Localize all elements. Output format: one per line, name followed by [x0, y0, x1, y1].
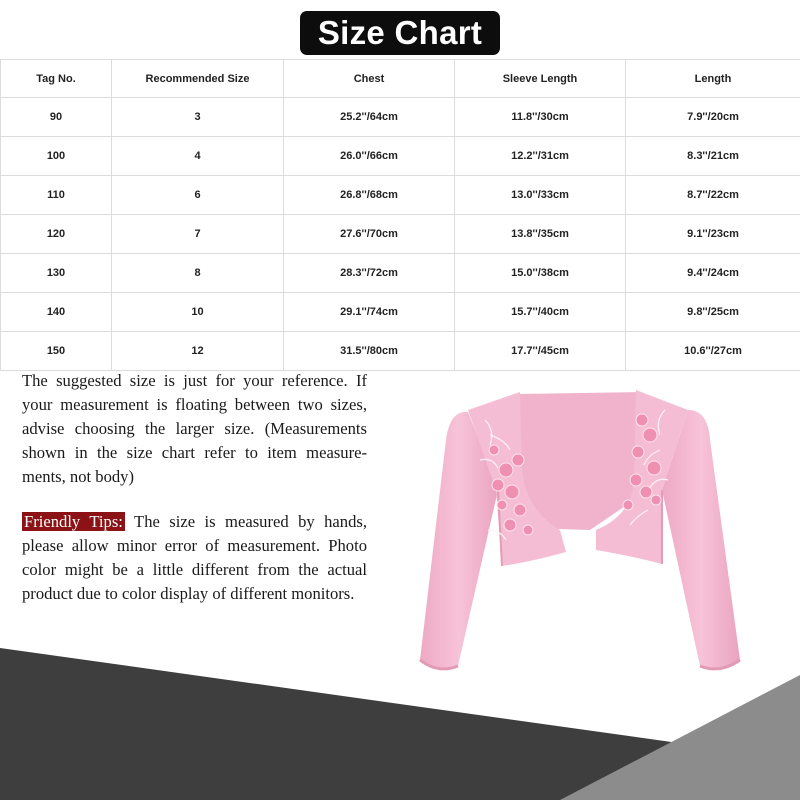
table-row: [1, 98, 800, 137]
table-row: [1, 215, 800, 254]
cell-sleeve-length: 12.2''/31cm: [455, 137, 626, 176]
table-row: [1, 293, 800, 332]
column-header-sleeve-length: Sleeve Length: [455, 60, 626, 98]
cell-chest: 31.5''/80cm: [284, 332, 455, 371]
cell-tag: 90: [1, 98, 112, 137]
cell-sleeve-length: 17.7''/45cm: [455, 332, 626, 371]
size-table: [0, 59, 800, 371]
cell-tag: 150: [1, 332, 112, 371]
cell-recommended-size: 10: [112, 293, 284, 332]
cell-chest: 28.3''/72cm: [284, 254, 455, 293]
reference-note: The suggested size is just for your reference. If your measurement is floating between two sizes, advise choosing the larger size. (Measurements shown in the size chart refer to item measure-ments, not body): [22, 371, 367, 486]
title-area: [0, 0, 800, 60]
cell-sleeve-length: 13.0''/33cm: [455, 176, 626, 215]
column-header-chest: Chest: [284, 60, 455, 98]
cell-tag: 140: [1, 293, 112, 332]
cell-length: 8.3''/21cm: [626, 137, 800, 176]
notes-section: [22, 369, 367, 606]
table-row: [1, 137, 800, 176]
cell-tag: 130: [1, 254, 112, 293]
cell-recommended-size: 6: [112, 176, 284, 215]
cell-chest: 25.2''/64cm: [284, 98, 455, 137]
cell-chest: 27.6''/70cm: [284, 215, 455, 254]
cell-length: 9.1''/23cm: [626, 215, 800, 254]
cell-recommended-size: 12: [112, 332, 284, 371]
cell-chest: 26.0''/66cm: [284, 137, 455, 176]
cell-length: 9.4''/24cm: [626, 254, 800, 293]
column-header-length: Length: [626, 60, 800, 98]
cell-recommended-size: 8: [112, 254, 284, 293]
cell-length: 7.9''/20cm: [626, 98, 800, 137]
table-row: [1, 176, 800, 215]
column-header-tag: Tag No.: [1, 60, 112, 98]
table-row: [1, 332, 800, 371]
cell-recommended-size: 7: [112, 215, 284, 254]
cell-length: 8.7''/22cm: [626, 176, 800, 215]
cell-tag: 120: [1, 215, 112, 254]
page-title: Size Chart: [300, 11, 500, 55]
friendly-tips-text: The size is measured by hands, please allow minor error of measurement. Photo color might be a little different from the actual product due to color display of different monitors.: [22, 512, 367, 603]
cell-recommended-size: 4: [112, 137, 284, 176]
cell-tag: 110: [1, 176, 112, 215]
cell-sleeve-length: 15.0''/38cm: [455, 254, 626, 293]
friendly-tips-note: [22, 510, 367, 606]
column-header-recommended-size: Recommended Size: [112, 60, 284, 98]
table-header-row: [1, 60, 800, 98]
friendly-tips-label: Friendly Tips:: [24, 512, 123, 531]
cell-sleeve-length: 15.7''/40cm: [455, 293, 626, 332]
product-image: [410, 380, 745, 680]
cell-length: 10.6''/27cm: [626, 332, 800, 371]
cell-chest: 29.1''/74cm: [284, 293, 455, 332]
cell-chest: 26.8''/68cm: [284, 176, 455, 215]
cell-tag: 100: [1, 137, 112, 176]
table-row: [1, 254, 800, 293]
cell-recommended-size: 3: [112, 98, 284, 137]
cell-length: 9.8''/25cm: [626, 293, 800, 332]
cell-sleeve-length: 11.8''/30cm: [455, 98, 626, 137]
cell-sleeve-length: 13.8''/35cm: [455, 215, 626, 254]
